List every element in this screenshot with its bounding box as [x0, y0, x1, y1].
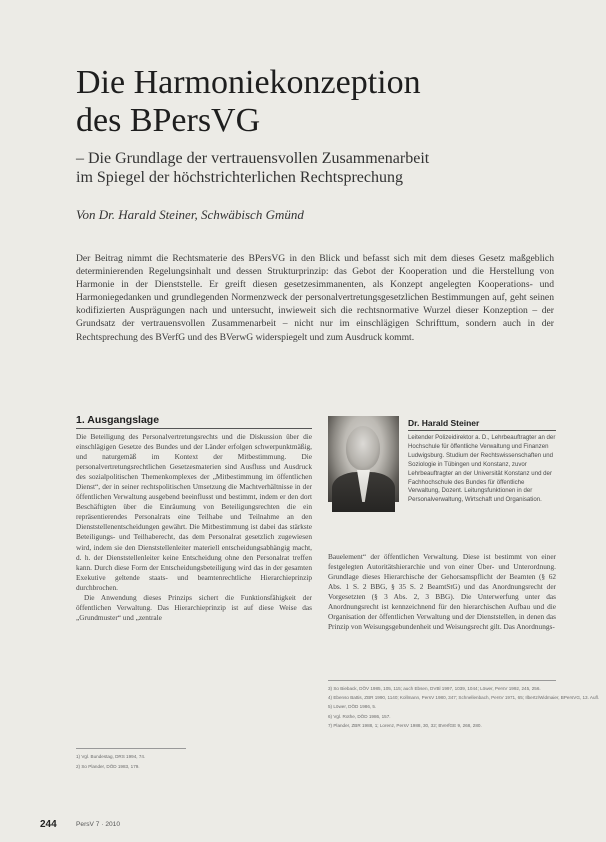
footnote: 2) So Plander, DÖD 1983, 179. [76, 764, 140, 769]
article-subtitle [76, 149, 546, 187]
title-line-1: Die Harmoniekonzeption [76, 64, 421, 101]
footnotes-right [328, 684, 600, 730]
footnote: 5) Löwer, DÖD 1986, 5. [328, 704, 377, 710]
author-bio: Leitender Polizeidirektor a. D., Lehrbeauftragter an der Hochschule für öffentliche Verwaltung und Finanzen Ludwigsburg. Studium der Rechtswissenschaften und Soziologie in Tübingen und Konstanz, zuvor Lehrbeauftragter an der Universität Konstanz und der Fachhochschule des Bundes für öffentliche Verwaltung, Dozent. Leitungsfunktionen in der Personalverwaltung, Wirtschaft und Organisation. [408, 434, 556, 504]
subtitle-line-1: – Die Grundlage der vertrauensvollen Zusammenarbeit [76, 150, 430, 167]
body-paragraph-1: Die Beteiligung des Personalvertretungsrechts und die Diskussion über die einschlägigen Gesetze des Bundes und der Länder erfolgen schwerpunktmäßig, und naturgemäß im Kontext der Mitbestimmung. Die personalvertretungsrechtlichen Gesetzesmaterien sind Ausfluss und Ausdruck des sozialpolitischen Themenkomplexes der „Mitbestimmung im öffentlichen Dienst“, der in seiner rechtspolitischen Umsetzung die Machtverhältnisse in der öffentlichen Verwaltung ausgebend beeinflusst und bestimmt, indem er den dort Beschäftigten über die Einräumung von Beteiligungsrechten die ein repräsentierendes Personalrats eine Teilhabe und Teilnahme an den Dienststellenentscheidungen gewährt. Die Mitbestimmung ist dabei das stärkste Beteiligungs- und Teilhaberecht, das dem Personalrat gesetzlich zugewiesen wird, indem sie den Dienststellenleiter materiell entscheidungsabhängig macht, d. h. der Dienststellenleiter keine Entscheidung ohne den Personalrat treffen kann. Durch diese Form der Entscheidungsbeteiligung wird das in der gesamten Exekutive geltende staats- und beamtenrechtliche Hierarchieprinzip durchbrochen. [76, 432, 312, 592]
footnote: 4) Ebenso Battis, ZBR 1990, 1140; Kollmann, PersV 1980, 347; Schnellenbach, PersV 1971, 65; Ilbertz/Widmaier, BPersVG, 13. Aufl. [328, 695, 600, 701]
right-column: Bauelement“ der öffentlichen Verwaltung. Diese ist bestimmt von einer festgelegten Autoritätshierarchie und von einer Über- und Unterordnung. Grundlage dieses Hierarchische der Gehorsamspflicht der Beamten (§ 62 Abs. 1 S. 2 BBG, § 35 S. 2 BeamtStG) und das Anordnungsrecht der Vorgesetzten (§ 3 Abs. 2, 3 BBG). Die Unterwerfung unter das Anordnungsrecht ist kennzeichnend für den hierarchischen Aufbau und die Organisation der öffentlichen Verwaltung und der Dienststellen, in denen das Prinzip von Weisungsgebundenheit und Weisungsrecht gilt. Das Anordnungs- [328, 552, 556, 632]
footnote: 3) So Bieback, DÖV 1985, 105, 115; auch Ebsen, DVBl 1997, 1039, 1044; Löwer, PersV 1992, 245, 256. [328, 686, 541, 691]
footnotes-left [76, 752, 312, 772]
page-number: 244 [40, 819, 57, 830]
byline: Von Dr. Harald Steiner, Schwäbisch Gmünd [76, 207, 304, 222]
footnote: 6) Vgl. Rothe, DÖD 1986, 157. [328, 713, 391, 719]
title-line-2: des BPersVG [76, 102, 261, 139]
footnote-rule-left [76, 748, 186, 749]
article-title [76, 64, 556, 140]
section-rule [76, 428, 312, 429]
footnote-rule-right [328, 680, 556, 681]
left-column [76, 432, 312, 623]
footnote: 7) Plander, ZBR 1988, 1; Lorenz, PersV 1988, 30, 32; BVerfGE 9, 268, 280. [328, 722, 482, 728]
author-photo [328, 416, 399, 502]
photo-head [346, 426, 380, 470]
body-paragraph-2: Die Anwendung dieses Prinzips sichert die Funktionsfähigkeit der öffentlichen Verwaltung. Das Hierarchieprinzip ist auf diese Weise das „Grundmuster“ und „zentrale [76, 592, 312, 622]
abstract: Der Beitrag nimmt die Rechtsmaterie des BPersVG in den Blick und befasst sich mit dem dieses Gesetz maßgeblich determinierenden Regelungsinhalt und dessen Strukturprinzip: das Gebot der Kooperation und die Herstellung von Harmonie in der Dienststelle. Er greift diesen gesetzesimmanenten, als Konzept angelegten Kooperations- und Harmoniegedanken und grundlegenden Normenzweck der personalvertretungsgesetzlichen Bestimmungen auf, geht seinen kodifizierten Ausprägungen nach und untersucht, inwieweit sich die rechtsnormative Wurzel dieser Konzeption – der Grundsatz der vertrauensvollen Zusammenarbeit – nicht nur im einschlägigen Schrifttum, sondern auch in der Rechtsprechung des BVerfG und des BVerwG widerspiegelt und zum Ausdruck kommt. [76, 253, 554, 343]
subtitle-line-2: im Spiegel der höchstrichterlichen Rechtsprechung [76, 169, 404, 186]
section-heading: 1. Ausgangslage [76, 414, 160, 426]
author-name: Dr. Harald Steiner [408, 418, 480, 428]
footnote: 1) Vgl. Bundestag, DRS 1994, 74. [76, 754, 146, 759]
journal-reference: PersV 7 · 2010 [76, 821, 120, 828]
author-rule [408, 430, 556, 431]
